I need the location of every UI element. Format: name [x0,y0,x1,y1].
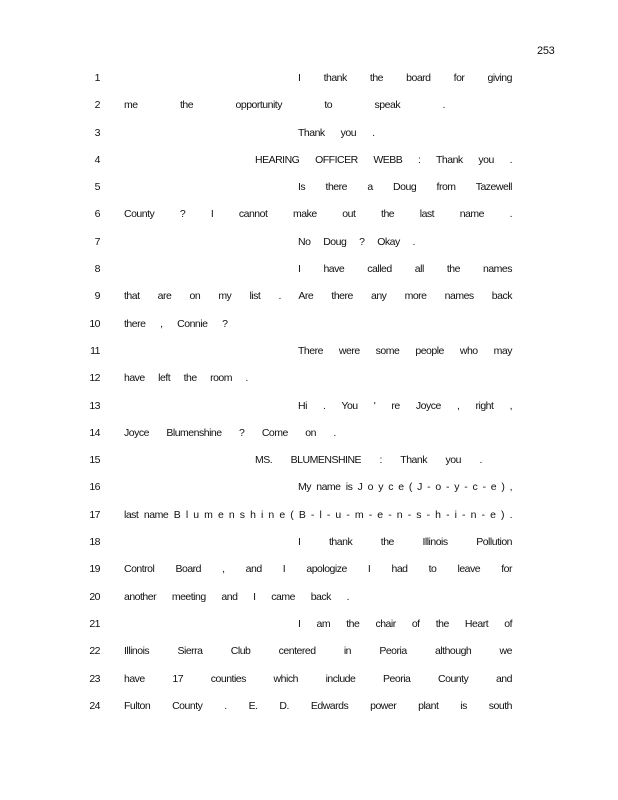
line-number: 16 [89,481,100,494]
transcript-line [0,453,618,480]
line-number: 20 [89,590,100,603]
line-number: 9 [94,290,100,303]
transcript-line [0,317,618,344]
transcript-line [0,535,618,562]
transcript-line [0,371,618,398]
transcript-line [0,480,618,507]
line-number: 4 [94,153,100,166]
line-number: 14 [89,426,100,439]
line-text: There were some people who may [298,344,512,357]
transcript-line [0,672,618,699]
line-number: 19 [89,563,100,576]
line-text: have left the room . [124,372,248,385]
transcript-line [0,180,618,207]
line-text: I have called all the names [298,263,512,276]
line-number: 2 [94,99,100,112]
line-text: Hi . You ' re Joyce , right , [298,399,512,412]
line-text: Joyce Blumenshine ? Come on . [124,426,336,439]
line-number: 1 [94,72,100,84]
line-number: 10 [89,317,100,330]
line-number: 23 [89,672,100,685]
line-number: 17 [89,508,100,521]
transcript-line [0,590,618,617]
transcript-line [0,399,618,426]
line-text: me the opportunity to speak . [124,99,445,112]
line-text: Is there a Doug from Tazewell [298,181,512,194]
line-text: have 17 counties which include Peoria County and [124,672,512,685]
page-number: 253 [537,45,555,57]
line-text: last name B l u m e n s h i n e ( B - l - u - m - e - n - s - h - i - n - e ) . [124,508,512,521]
transcript-line [0,617,618,644]
line-text: My name is J o y c e ( J - o - y - c - e ) , [298,481,512,494]
line-number: 13 [89,399,100,412]
transcript-line [0,98,618,125]
line-number: 15 [89,454,100,467]
line-text: MS. BLUMENSHINE : Thank you . [255,454,482,467]
line-text: I am the chair of the Heart of [298,617,512,630]
transcript-line [0,699,618,726]
transcript-body [0,71,618,726]
line-text: Illinois Sierra Club centered in Peoria although we [124,645,512,658]
transcript-line [0,508,618,535]
line-number: 21 [89,617,100,630]
line-number: 6 [94,208,100,221]
line-text: County ? I cannot make out the last name . [124,208,512,221]
line-number: 22 [89,645,100,658]
line-text: there , Connie ? [124,317,228,330]
line-number: 24 [89,699,100,712]
line-text: No Doug ? Okay . [298,235,415,248]
line-text: I thank the Illinois Pollution [298,536,512,549]
transcript-line [0,289,618,316]
line-number: 11 [90,344,100,357]
line-text: Control Board , and I apologize I had to leave for [124,563,512,576]
transcript-line [0,426,618,453]
line-number: 12 [89,372,100,385]
transcript-line [0,562,618,589]
transcript-line [0,262,618,289]
transcript-line [0,153,618,180]
transcript-line [0,644,618,671]
line-number: 18 [89,536,100,549]
line-number: 3 [94,126,100,139]
transcript-line [0,207,618,234]
transcript-line [0,126,618,153]
transcript-line [0,71,618,98]
line-text: another meeting and I came back . [124,590,350,603]
transcript-line [0,235,618,262]
transcript-line [0,344,618,371]
line-number: 7 [94,235,100,248]
line-text: Fulton County . E. D. Edwards power plant is south [124,699,512,712]
line-number: 8 [94,263,100,276]
line-text: I thank the board for giving [298,72,512,84]
line-number: 5 [94,181,100,194]
line-text: that are on my list . Are there any more names back [124,290,512,303]
line-text: HEARING OFFICER WEBB : Thank you . [255,153,512,166]
line-text: Thank you . [298,126,375,139]
